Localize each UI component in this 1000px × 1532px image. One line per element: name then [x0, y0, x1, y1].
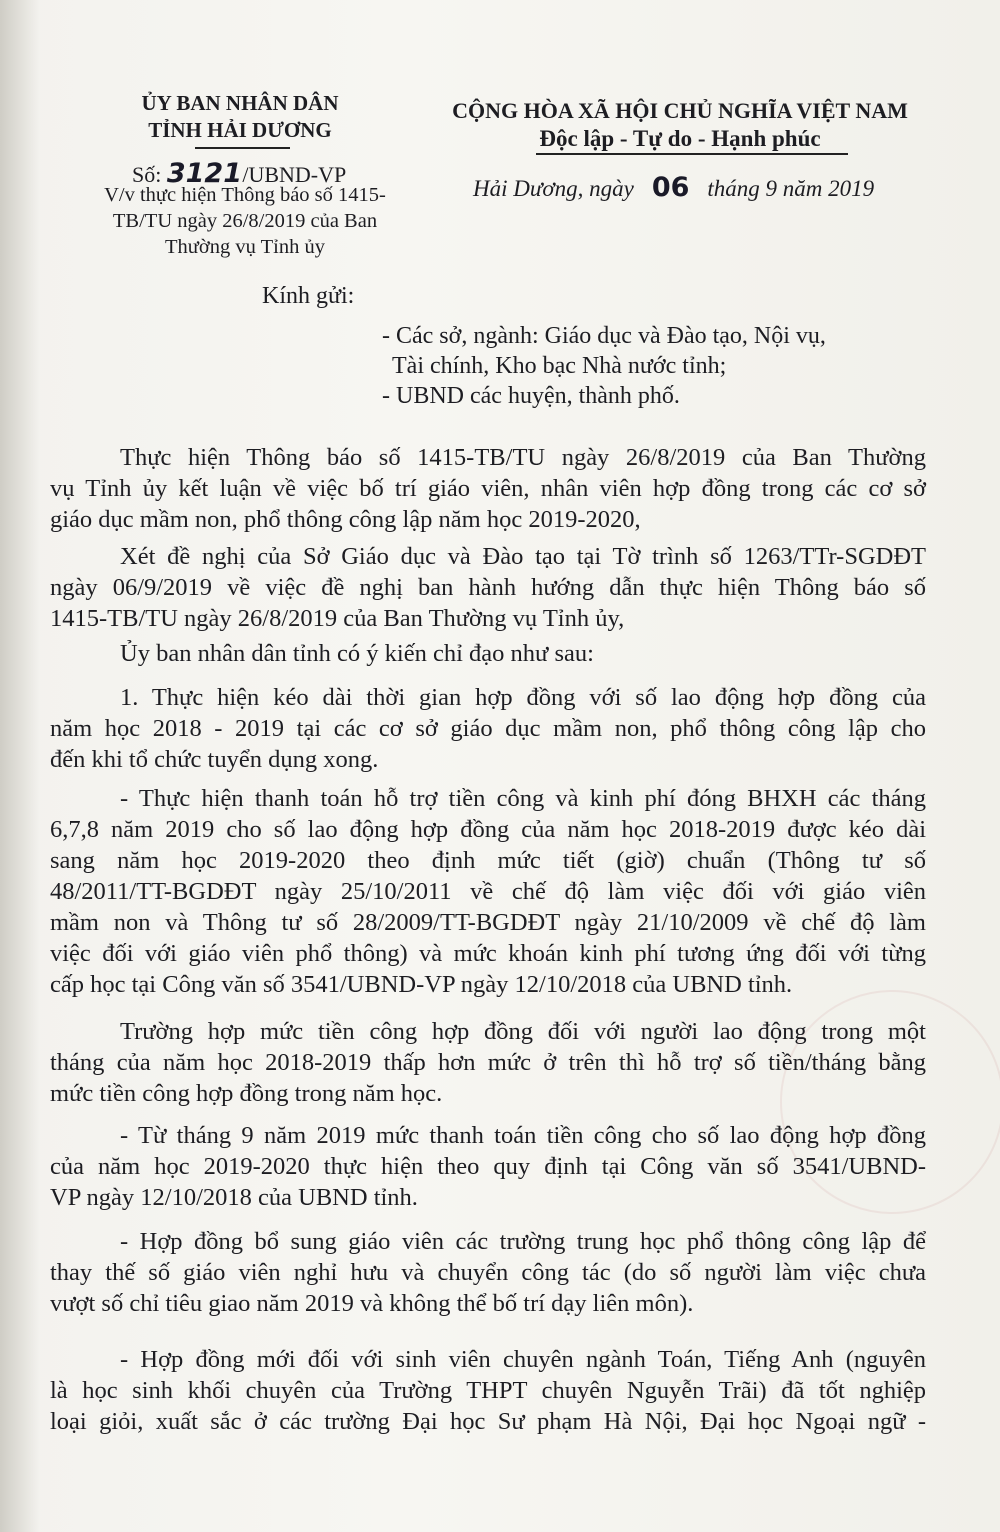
body-line: vượt số chỉ tiêu giao năm 2019 và không thể bố trí dạy liên môn).: [50, 1290, 694, 1317]
body-line: Thực hiện Thông báo số 1415-TB/TU ngày 26/8/2019 của Ban Thường: [120, 444, 926, 471]
body-line: loại giỏi, xuất sắc ở các trường Đại học Sư phạm Hà Nội, Đại học Ngoại ngữ -: [50, 1408, 926, 1435]
body-line: tháng của năm học 2018-2019 thấp hơn mức ở trên thì hỗ trợ số tiền/tháng bằng: [50, 1049, 926, 1076]
issuer-line1: ỦY BAN NHÂN DÂN: [141, 91, 339, 115]
body-paragraph-3: [50, 638, 926, 669]
body-paragraph-6: [50, 1016, 926, 1109]
national-title: CỘNG HÒA XÃ HỘI CHỦ NGHĨA VIỆT NAM: [452, 98, 908, 123]
motto-underline: [536, 153, 848, 155]
date-prefix: Hải Dương, ngày: [473, 176, 634, 201]
body-paragraph-2: [50, 541, 926, 634]
body-line: - Hợp đồng bổ sung giáo viên các trường trung học phổ thông công lập để: [120, 1228, 926, 1255]
subject-line2: TB/TU ngày 26/8/2019 của Ban: [112, 210, 378, 232]
body-line: mầm non và Thông tư số 28/2009/TT-BGDĐT ngày 21/10/2009 về chế độ làm: [50, 909, 926, 936]
date-suffix: tháng 9 năm 2019: [707, 176, 875, 201]
number-prefix: Số:: [132, 162, 162, 187]
body-line: việc đối với giáo viên phổ thông) và mức khoán kinh phí tương ứng đối với từng: [50, 940, 926, 967]
body-line: năm học 2018 - 2019 tại các cơ sở giáo dục mầm non, phổ thông công lập cho: [50, 715, 926, 742]
number-suffix: /UBND-VP: [242, 162, 347, 187]
body-line: 48/2011/TT-BGDĐT ngày 25/10/2011 về chế độ làm việc đối với giáo viên: [50, 878, 926, 905]
body-line: là học sinh khối chuyên của Trường THPT chuyên Nguyễn Trãi) đã tốt nghiệp: [50, 1377, 926, 1404]
body-paragraph-5: [50, 783, 926, 1000]
body-line: - Thực hiện thanh toán hỗ trợ tiền công và kinh phí đóng BHXH các tháng: [120, 785, 926, 812]
recipients-greeting: Kính gửi:: [262, 283, 355, 309]
document-date: [473, 172, 874, 203]
national-motto: [430, 97, 930, 153]
number-handwritten: 3121: [166, 158, 243, 189]
body-line: của năm học 2019-2020 thực hiện theo quy định tại Công văn số 3541/UBND-: [50, 1153, 926, 1180]
body-line: thay thế số giáo viên nghỉ hưu và chuyển công tác (do số người làm việc chưa: [50, 1259, 926, 1286]
document-subject: [75, 182, 415, 260]
recipient-line3: - UBND các huyện, thành phố.: [382, 383, 680, 409]
body-line: sang năm học 2019-2020 theo định mức tiết (giờ) chuẩn (Thông tư số: [50, 847, 926, 874]
issuer-line2: TỈNH HẢI DƯƠNG: [148, 118, 332, 142]
body-line: VP ngày 12/10/2018 của UBND tỉnh.: [50, 1184, 418, 1211]
body-line: vụ Tỉnh ủy kết luận về việc bố trí giáo viên, nhân viên hợp đồng trong các cơ sở: [50, 475, 926, 502]
body-paragraph-1: [50, 442, 926, 535]
recipient-line2: Tài chính, Kho bạc Nhà nước tỉnh;: [392, 353, 727, 379]
body-line: đến khi tổ chức tuyển dụng xong.: [50, 746, 379, 773]
body-line: 1. Thực hiện kéo dài thời gian hợp đồng với số lao động hợp đồng của: [120, 684, 926, 711]
body-line: Ủy ban nhân dân tỉnh có ý kiến chỉ đạo như sau:: [120, 640, 594, 667]
page-shadow: [0, 0, 40, 1532]
body-paragraph-4: [50, 682, 926, 775]
issuer-name: [120, 90, 360, 144]
body-line: giáo dục mầm non, phổ thông công lập năm học 2019-2020,: [50, 506, 641, 533]
body-line: ngày 06/9/2019 về việc đề nghị ban hành hướng dẫn thực hiện Thông báo số: [50, 574, 926, 601]
body-paragraph-8: [50, 1226, 926, 1319]
body-line: Xét đề nghị của Sở Giáo dục và Đào tạo tại Tờ trình số 1263/TTr-SGDĐT: [120, 543, 926, 570]
body-line: 6,7,8 năm 2019 cho số lao động hợp đồng của năm học 2018-2019 được kéo dài: [50, 816, 926, 843]
subject-line1: V/v thực hiện Thông báo số 1415-: [104, 184, 386, 206]
issuer-underline: [195, 147, 290, 149]
body-paragraph-9: [50, 1344, 926, 1437]
body-line: Trường hợp mức tiền công hợp đồng đối với người lao động trong một: [120, 1018, 926, 1045]
national-motto-line: Độc lập - Tự do - Hạnh phúc: [539, 126, 821, 151]
body-line: 1415-TB/TU ngày 26/8/2019 của Ban Thường vụ Tỉnh ủy,: [50, 605, 625, 632]
date-day-handwritten: 06: [651, 172, 690, 203]
body-line: cấp học tại Công văn số 3541/UBND-VP ngày 12/10/2018 của UBND tỉnh.: [50, 971, 793, 998]
recipient-line1: - Các sở, ngành: Giáo dục và Đào tạo, Nội vụ,: [382, 323, 826, 349]
body-line: mức tiền công hợp đồng trong năm học.: [50, 1080, 443, 1107]
body-line: - Hợp đồng mới đối với sinh viên chuyên ngành Toán, Tiếng Anh (nguyên: [120, 1346, 926, 1373]
body-line: - Từ tháng 9 năm 2019 mức thanh toán tiền công cho số lao động hợp đồng: [120, 1122, 926, 1149]
subject-line3: Thường vụ Tỉnh ủy: [165, 236, 325, 258]
body-paragraph-7: [50, 1120, 926, 1213]
